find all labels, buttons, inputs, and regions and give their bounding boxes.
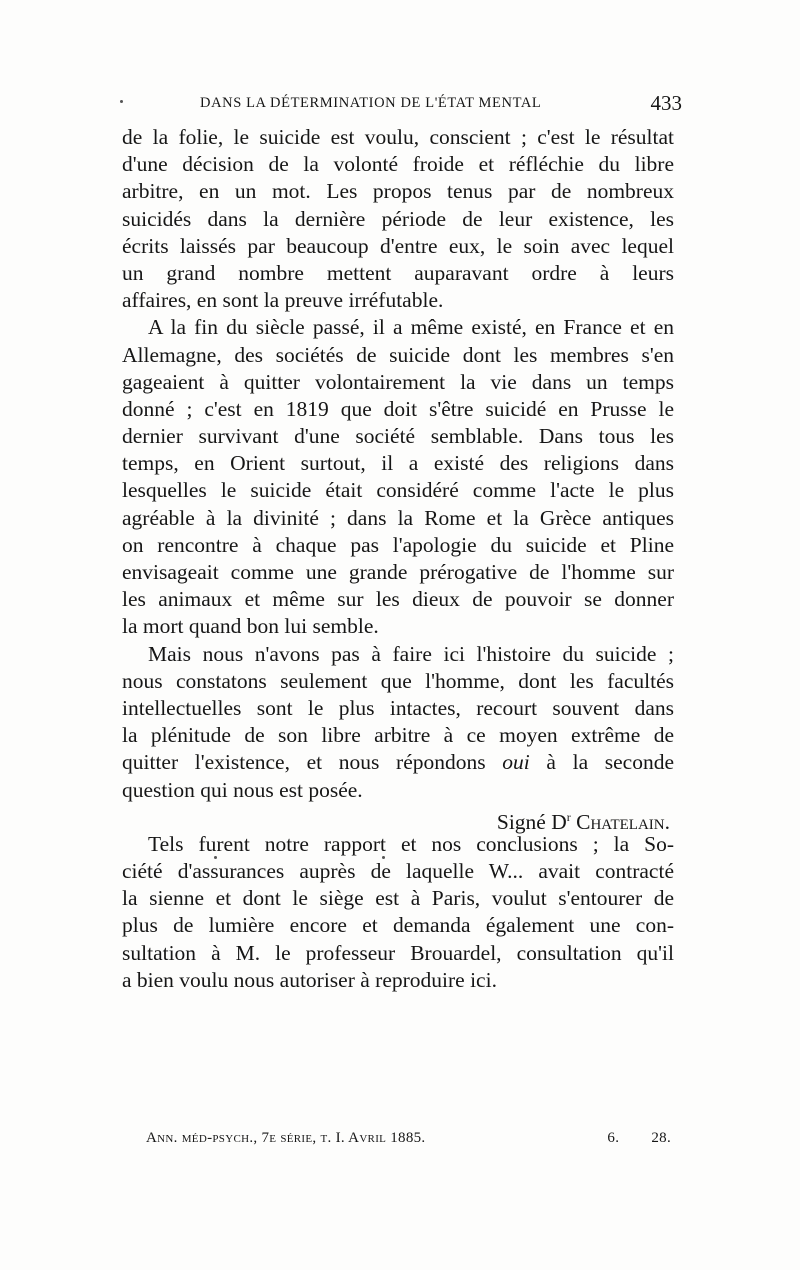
text-line: agréable à la divinité ; dans la Rome et la Grèce antiques — [122, 505, 674, 530]
text-segment: quitter l'existence, et nous répondons — [122, 750, 486, 775]
page-number: 433 — [650, 91, 682, 115]
signature-prefix: Signé D — [496, 809, 567, 834]
text-line: la mort quand bon lui semble. — [122, 614, 379, 639]
text-line: arbitre, en un mot. Les propos tenus par de nombreux — [122, 179, 674, 204]
paragraph-start-line: A la fin du siècle passé, il a même existé, en France et en — [148, 315, 674, 340]
text-line: la sienne et dont le siège est à Paris, voulut s'entourer de — [122, 886, 674, 911]
page-header — [200, 93, 682, 121]
text-line: question qui nous est posée. — [122, 777, 363, 802]
text-line: dernier survivant d'une société semblable. Dans tous les — [122, 424, 674, 449]
text-line: on rencontre à chaque pas l'apologie du suicide et Pline — [122, 532, 674, 557]
text-line: temps, en Orient surtout, il a existé des religions dans — [122, 451, 674, 476]
text-line: donné ; c'est en 1819 que doit s'être suicidé en Prusse le — [122, 396, 674, 421]
italic-oui: oui — [502, 750, 530, 775]
text-line: intellectuelles sont le plus intactes, recourt souvent dans — [122, 695, 674, 720]
footer-journal: Ann. méd-psych., 7e série, t. I. Avril 1885. — [146, 1130, 426, 1146]
print-speck — [382, 856, 385, 859]
text-line: écrits laissés par beaucoup d'entre eux, le soin avec lequel — [122, 233, 674, 258]
text-line: les animaux et même sur les dieux de pouvoir se donner — [122, 587, 674, 612]
text-line: plus de lumière encore et demanda également une con- — [122, 913, 674, 938]
text-line-with-italic — [122, 749, 674, 776]
text-line: de la folie, le suicide est voulu, conscient ; c'est le résultat — [122, 125, 674, 149]
text-line: ciété d'assurances auprès de laquelle W... avait contracté — [122, 859, 674, 884]
paragraph-start-line: Mais nous n'avons pas à faire ici l'histoire du suicide ; — [148, 641, 674, 666]
signature-line — [122, 804, 674, 834]
footer-marks — [579, 1130, 671, 1147]
text-line: la plénitude de son libre arbitre à ce moyen extrême de — [122, 723, 674, 748]
page-footer — [146, 1130, 671, 1154]
text-line: nous constatons seulement que l'homme, dont les facultés — [122, 668, 674, 693]
text-line: un grand nombre mettent auparavant ordre à leurs — [122, 260, 674, 285]
text-line: affaires, en sont la preuve irréfutable. — [122, 288, 444, 313]
running-head: DANS LA DÉTERMINATION DE L'ÉTAT MENTAL — [200, 95, 542, 111]
footer-signature-mark: 28. — [651, 1130, 671, 1146]
print-speck — [120, 100, 123, 103]
text-line: sultation à M. le professeur Brouardel, consultation qu'il — [122, 940, 674, 965]
text-line: Allemagne, des sociétés de suicide dont les membres s'en — [122, 342, 674, 367]
text-line: envisageait comme une grande prérogative de l'homme sur — [122, 560, 674, 584]
paragraph-start-line: Tels furent notre rapport et nos conclusions ; la So- — [148, 831, 674, 856]
text-line: suicidés dans la dernière période de leur existence, les — [122, 206, 674, 231]
text-line: a bien voulu nous autoriser à reproduire ici. — [122, 967, 497, 992]
signature-name: Chatelain. — [576, 809, 670, 834]
text-line: lesquelles le suicide était considéré comme l'acte le plus — [122, 478, 674, 503]
print-speck — [214, 856, 217, 859]
text-segment: à la seconde — [546, 750, 675, 775]
text-line: d'une décision de la volonté froide et réfléchie du libre — [122, 152, 674, 177]
text-line: gageaient à quitter volontairement la vie dans un temps — [122, 369, 674, 394]
signature-superscript: r — [566, 809, 571, 824]
footer-sheet: 6. — [607, 1130, 620, 1146]
body-text — [122, 124, 674, 994]
